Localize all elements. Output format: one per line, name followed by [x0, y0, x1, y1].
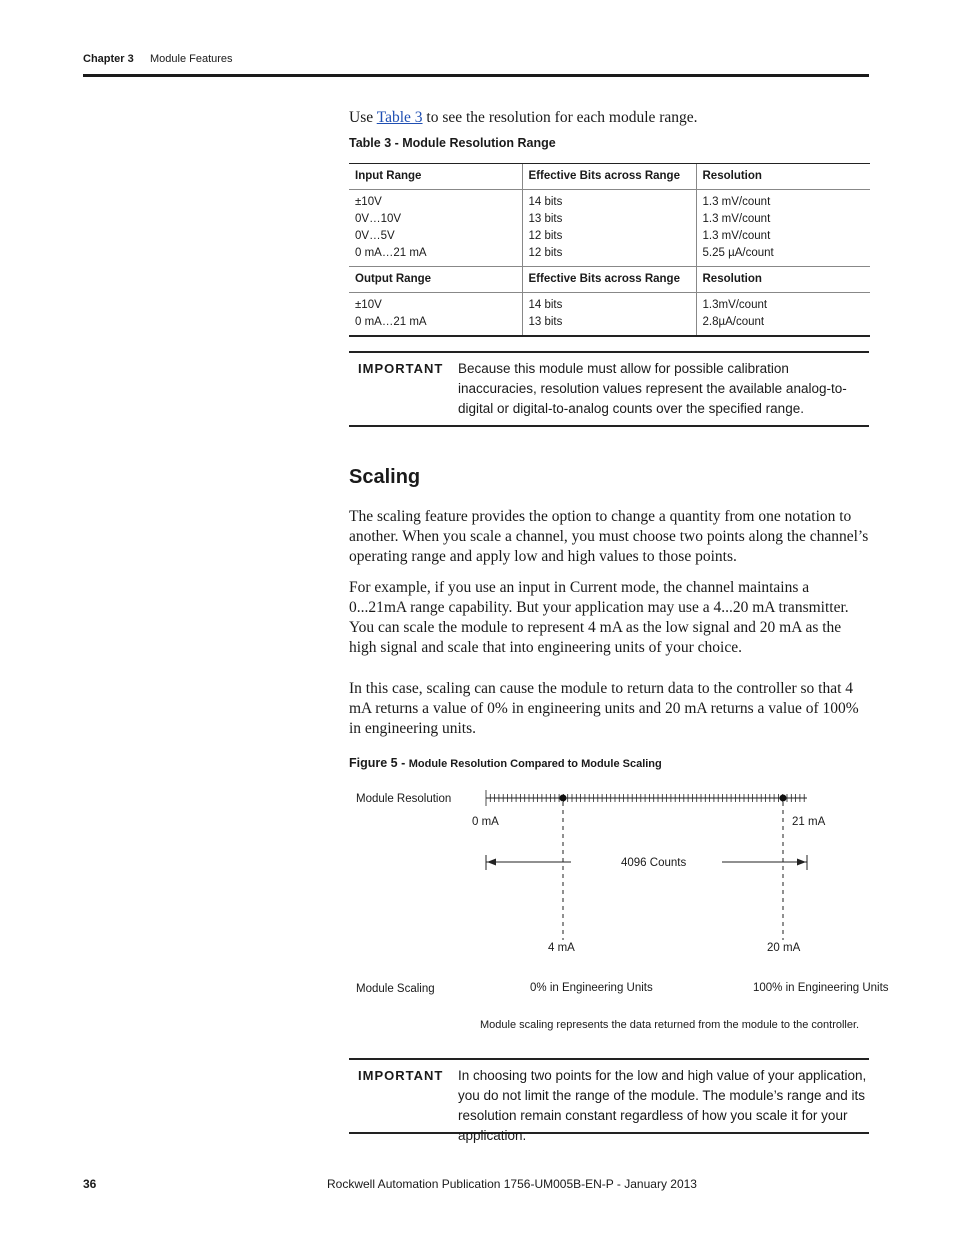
scaling-paragraph-3: In this case, scaling can cause the module to return data to the controller so that 4 mA returns a value of 0% in engineering units and 20 mA returns a value of 100% in engineering units.	[349, 680, 859, 737]
input-data-row	[349, 190, 870, 267]
table-cell: 0 mA…21 mA	[355, 247, 427, 259]
output-range-cell	[349, 293, 522, 337]
table-cell: 2.8µA/count	[702, 316, 765, 328]
table-cell: 1.3 mV/count	[702, 230, 771, 242]
input-resolution-cell	[696, 190, 870, 267]
section-label: Module Features	[150, 53, 233, 65]
output-header-row	[349, 267, 870, 293]
table-cell: 14 bits	[528, 299, 563, 311]
intro-paragraph	[349, 108, 869, 128]
output-bits-cell	[522, 293, 696, 337]
important-label: IMPORTANT	[358, 361, 444, 376]
resolution-table	[349, 163, 870, 337]
important-text: Because this module must allow for possible calibration inaccuracies, resolution values represent the available analog-to-digital or digital-to-analog counts over the specified range.	[458, 361, 847, 416]
header-cell: Resolution	[696, 164, 870, 190]
table-cell: 0V…5V	[355, 230, 395, 242]
section-heading: Scaling	[349, 466, 421, 488]
header-rule	[83, 74, 869, 77]
range-right-arrowhead	[797, 859, 806, 866]
important-note-2	[349, 1058, 869, 1143]
input-bits-cell	[522, 190, 696, 267]
table-cell: 0V…10V	[355, 213, 402, 225]
figure-note: Module scaling represents the data returned from the module to the controller.	[480, 1019, 860, 1031]
header-cell: Resolution	[696, 267, 870, 293]
important-note-1	[349, 351, 869, 427]
max-ma-label: 21 mA	[792, 816, 826, 828]
low-ma-label: 4 mA	[548, 942, 575, 954]
table-caption: Table 3 - Module Resolution Range	[349, 136, 556, 150]
input-range-cell	[349, 190, 522, 267]
figure-caption-title: Module Resolution Compared to Module Scaling	[408, 758, 662, 770]
table-cell: ±10V	[355, 196, 382, 208]
figure-caption-prefix: Figure 5 -	[349, 756, 409, 770]
high-eu-label: 100% in Engineering Units	[753, 982, 889, 994]
low-eu-label: 0% in Engineering Units	[530, 982, 653, 994]
output-data-row	[349, 293, 870, 337]
table-cell: 5.25 µA/count	[702, 247, 774, 259]
scaling-paragraph-1: The scaling feature provides the option to change a quantity from one notation to another. When you scale a channel, you must choose two points along the channel’s operating range and apply low and high values to those points.	[349, 508, 869, 565]
header-cell: Output Range	[349, 267, 522, 293]
table-cell: ±10V	[355, 299, 382, 311]
header-cell: Input Range	[349, 164, 522, 190]
table-cell: 12 bits	[528, 230, 563, 242]
important-label: IMPORTANT	[358, 1068, 444, 1083]
module-resolution-label: Module Resolution	[356, 793, 452, 805]
resolution-scaling-diagram	[349, 780, 889, 1040]
input-header-row	[349, 164, 870, 190]
table-cell: 13 bits	[528, 316, 563, 328]
table-3-link[interactable]: Table 3	[376, 109, 423, 126]
scaling-paragraph-2: For example, if you use an input in Current mode, the channel maintains a 0...21mA range capability. But your application may use a 4...20 mA transmitter. You can scale the module to represent 4 mA as the low signal and 20 mA as the high signal and scale that into engineering units of your choice.	[349, 579, 849, 656]
publication-info: Rockwell Automation Publication 1756-UM005B-EN-P - January 2013	[327, 1177, 697, 1191]
figure-caption	[349, 756, 662, 770]
table-cell: 1.3 mV/count	[702, 196, 771, 208]
header-cell: Effective Bits across Range	[522, 267, 696, 293]
important-text: In choosing two points for the low and high value of your application, you do not limit the range of the module. The module’s range and its resolution remain constant regardless of how you scale it for your application.	[458, 1068, 867, 1143]
module-scaling-label: Module Scaling	[356, 983, 435, 995]
chapter-label: Chapter 3	[83, 53, 134, 65]
resolution-scale	[486, 790, 807, 806]
high-ma-label: 20 mA	[767, 942, 801, 954]
counts-label: 4096 Counts	[621, 857, 687, 869]
table-cell: 1.3 mV/count	[702, 213, 771, 225]
output-resolution-cell	[696, 293, 870, 337]
table-cell: 14 bits	[528, 196, 563, 208]
zero-ma-label: 0 mA	[472, 816, 499, 828]
header-cell: Effective Bits across Range	[522, 164, 696, 190]
table-cell: 1.3mV/count	[702, 299, 768, 311]
table-cell: 12 bits	[528, 247, 563, 259]
intro-before: Use	[349, 109, 377, 126]
intro-after: to see the resolution for each module range.	[422, 109, 698, 126]
page-number: 36	[83, 1177, 97, 1191]
table-cell: 13 bits	[528, 213, 563, 225]
range-left-arrowhead	[487, 859, 496, 866]
table-cell: 0 mA…21 mA	[355, 316, 427, 328]
low-point-marker	[560, 795, 567, 802]
high-point-marker	[780, 795, 787, 802]
